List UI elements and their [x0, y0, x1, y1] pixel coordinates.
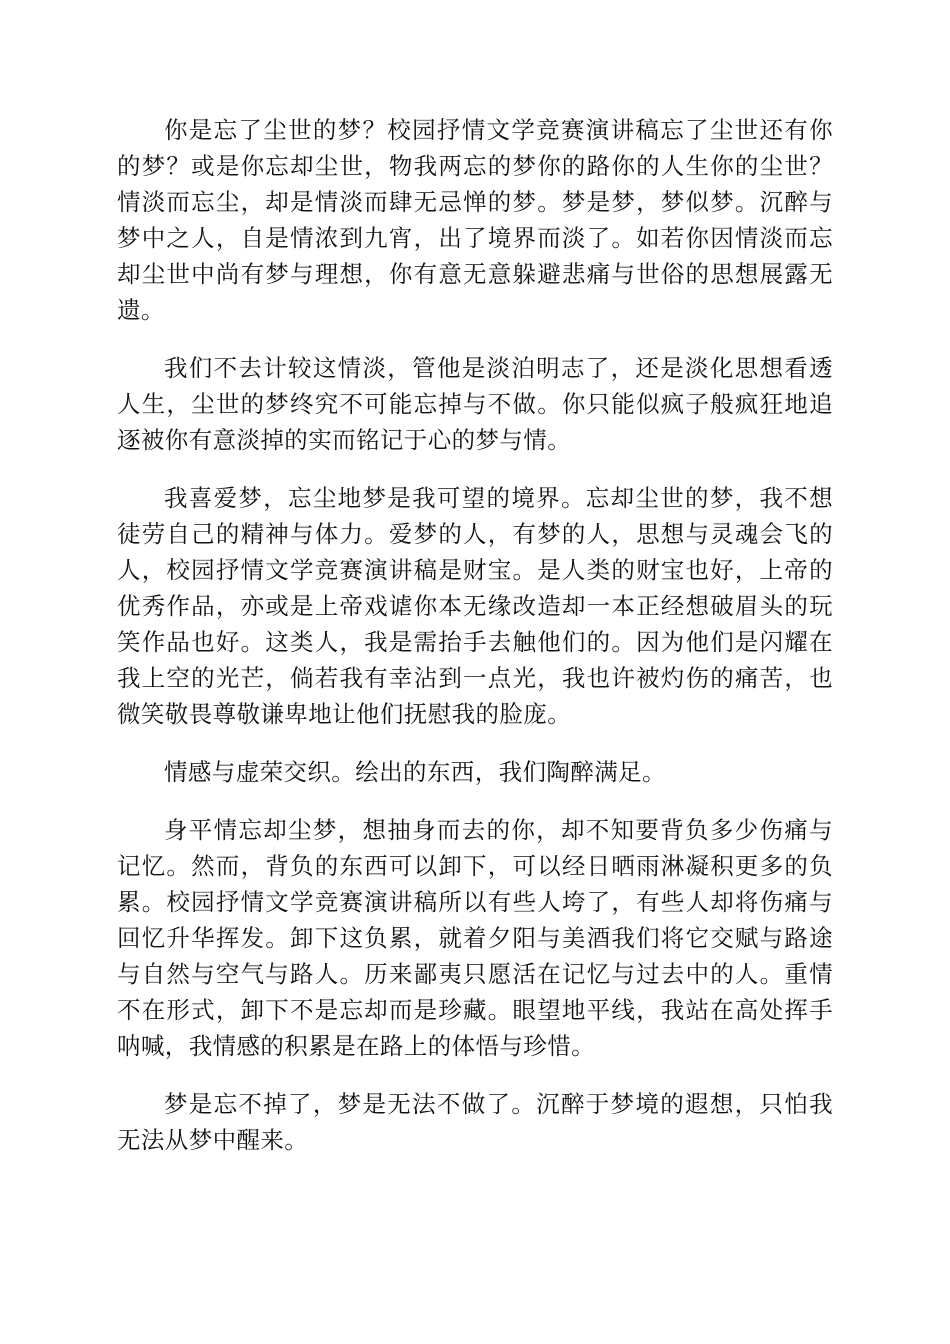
paragraph-4: 情感与虚荣交织。绘出的东西，我们陶醉满足。 [164, 758, 666, 786]
paragraph-3: 我喜爱梦，忘尘地梦是我可望的境界。忘却尘世的梦，我不想徒劳自己的精神与体力。爱梦的人，有梦的人，思想与灵魂会飞的人，校园抒情文学竞赛演讲稿是财宝。是人类的财宝也好，上帝的优秀作品，亦或是上帝戏谑你本无缘改造却一本正经想破眉头的玩笑作品也好。这类人，我是需抬手去触他们的。因为他们是闪耀在我上空的光芒，倘若我有幸沾到一点光，我也许被灼伤的痛苦，也微笑敬畏尊敬谦卑地让他们抚慰我的脸庞。 [117, 484, 833, 728]
paragraph-2: 我们不去计较这情淡，管他是淡泊明志了，还是淡化思想看透人生，尘世的梦终究不可能忘掉与不做。你只能似疯子般疯狂地追逐被你有意淡掉的实而铭记于心的梦与情。 [117, 354, 833, 454]
document-body [117, 112, 833, 1180]
paragraph-1: 你是忘了尘世的梦？校园抒情文学竞赛演讲稿忘了尘世还有你的梦？或是你忘却尘世，物我两忘的梦你的路你的人生你的尘世？情淡而忘尘，却是情淡而肆无忌惮的梦。梦是梦，梦似梦。沉醉与梦中之人，自是情浓到九宵，出了境界而淡了。如若你因情淡而忘却尘世中尚有梦与理想，你有意无意躲避悲痛与世俗的思想展露无遗。 [117, 116, 833, 324]
paragraph-6: 梦是忘不掉了，梦是无法不做了。沉醉于梦境的遐想，只怕我无法从梦中醒来。 [117, 1090, 833, 1154]
paragraph-5: 身平情忘却尘梦，想抽身而去的你，却不知要背负多少伤痛与记忆。然而，背负的东西可以卸下，可以经日晒雨淋凝积更多的负累。校园抒情文学竞赛演讲稿所以有些人垮了，有些人却将伤痛与回忆升华挥发。卸下这负累，就着夕阳与美酒我们将它交赋与路途与自然与空气与路人。历来鄙夷只愿活在记忆与过去中的人。重情不在形式，卸下不是忘却而是珍藏。眼望地平线，我站在高处挥手呐喊，我情感的积累是在路上的体悟与珍惜。 [117, 816, 833, 1060]
